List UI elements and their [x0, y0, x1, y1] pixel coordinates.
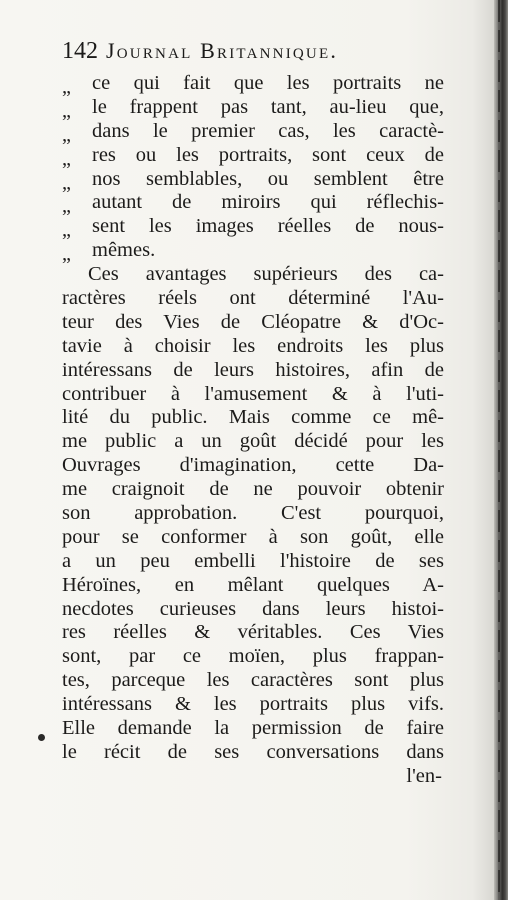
line-text: nos semblables, ou semblent être: [92, 167, 444, 190]
text-line: [62, 335, 444, 359]
text-line: [62, 239, 444, 266]
line-text: tes, parceque les caractères sont plus: [62, 669, 444, 692]
text-line: [62, 96, 444, 120]
text-line: [62, 215, 444, 242]
text-line: [62, 717, 444, 741]
quotation-mark: „: [62, 195, 71, 218]
text-line: [62, 430, 444, 454]
line-text: intéressans de leurs histoires, afin de: [62, 358, 444, 381]
quotation-mark: „: [62, 243, 71, 266]
text-line: [62, 598, 444, 622]
line-text: Elle demande la permission de faire: [62, 717, 444, 740]
text-line: [62, 72, 444, 96]
quotation-mark: „: [62, 123, 71, 146]
text-line: [62, 144, 444, 168]
text-line: [62, 406, 444, 430]
text-line: [62, 311, 444, 335]
line-text: teur des Vies de Cléopatre & d'Oc-: [62, 310, 444, 333]
text-line: [62, 502, 444, 526]
text-line: [62, 669, 444, 693]
text-line: [62, 550, 444, 574]
page-header: [62, 38, 338, 70]
line-text: lité du public. Mais comme ce mê-: [62, 406, 444, 429]
line-text: me craignoit de ne pouvoir obtenir: [62, 478, 444, 501]
quotation-mark: „: [62, 76, 71, 98]
quotation-mark: „: [62, 99, 71, 122]
text-line: [62, 693, 444, 717]
line-text: mêmes.: [92, 239, 156, 262]
line-text: res réelles & véritables. Ces Vies: [62, 621, 444, 644]
text-line: [62, 383, 444, 407]
page-number: 142: [62, 38, 98, 64]
line-text: contribuer à l'amusement & à l'uti-: [62, 382, 444, 405]
quotation-mark: „: [62, 219, 71, 242]
text-line: [62, 478, 444, 502]
text-line: [62, 168, 444, 192]
line-text: intéressans & les portraits plus vifs.: [62, 693, 444, 716]
line-text: sont, par ce moïen, plus frappan-: [62, 645, 444, 668]
line-text: Héroïnes, en mêlant quelques A-: [62, 573, 444, 596]
line-text: me public a un goût décidé pour les: [62, 430, 444, 453]
line-text: sent les images réelles de nous-: [92, 215, 444, 238]
line-text: tavie à choisir les endroits les plus: [62, 334, 444, 357]
running-title: Journal Britannique.: [106, 38, 339, 63]
margin-dot-mark: [38, 734, 45, 741]
text-line: [62, 359, 444, 383]
line-text: son approbation. C'est pourquoi,: [62, 502, 444, 525]
line-text: Ouvrages d'imagination, cette Da-: [62, 454, 444, 477]
text-line: [62, 526, 444, 550]
page-binding-edge: [494, 0, 508, 900]
quotation-mark: „: [62, 171, 71, 194]
line-text: ractères réels ont déterminé l'Au-: [62, 287, 444, 310]
line-text: autant de miroirs qui réflechis-: [92, 191, 444, 214]
line-text: l'en-: [406, 764, 442, 787]
text-line: [62, 574, 444, 598]
line-text: necdotes curieuses dans leurs histoi-: [62, 597, 444, 620]
text-line: [62, 621, 444, 645]
line-text: dans le premier cas, les caractè-: [92, 119, 444, 142]
text-line: [62, 263, 444, 287]
line-text: res ou les portraits, sont ceux de: [92, 143, 444, 166]
line-text: le frappent pas tant, au-lieu que,: [92, 95, 444, 118]
text-line: [62, 191, 444, 218]
line-text: Ces avantages supérieurs des ca-: [88, 263, 444, 286]
text-line: [62, 454, 444, 478]
body-text: [62, 72, 444, 789]
line-text: pour se conformer à son goût, elle: [62, 525, 444, 548]
line-text: le récit de ses conversations dans: [62, 740, 444, 763]
quotation-mark: „: [62, 147, 71, 170]
text-line: [62, 287, 444, 311]
text-line: [62, 645, 444, 669]
text-line: [62, 765, 444, 789]
text-line: [62, 741, 444, 765]
line-text: a un peu embelli l'histoire de ses: [62, 549, 444, 572]
text-line: [62, 120, 444, 144]
line-text: ce qui fait que les portraits ne: [92, 72, 444, 94]
